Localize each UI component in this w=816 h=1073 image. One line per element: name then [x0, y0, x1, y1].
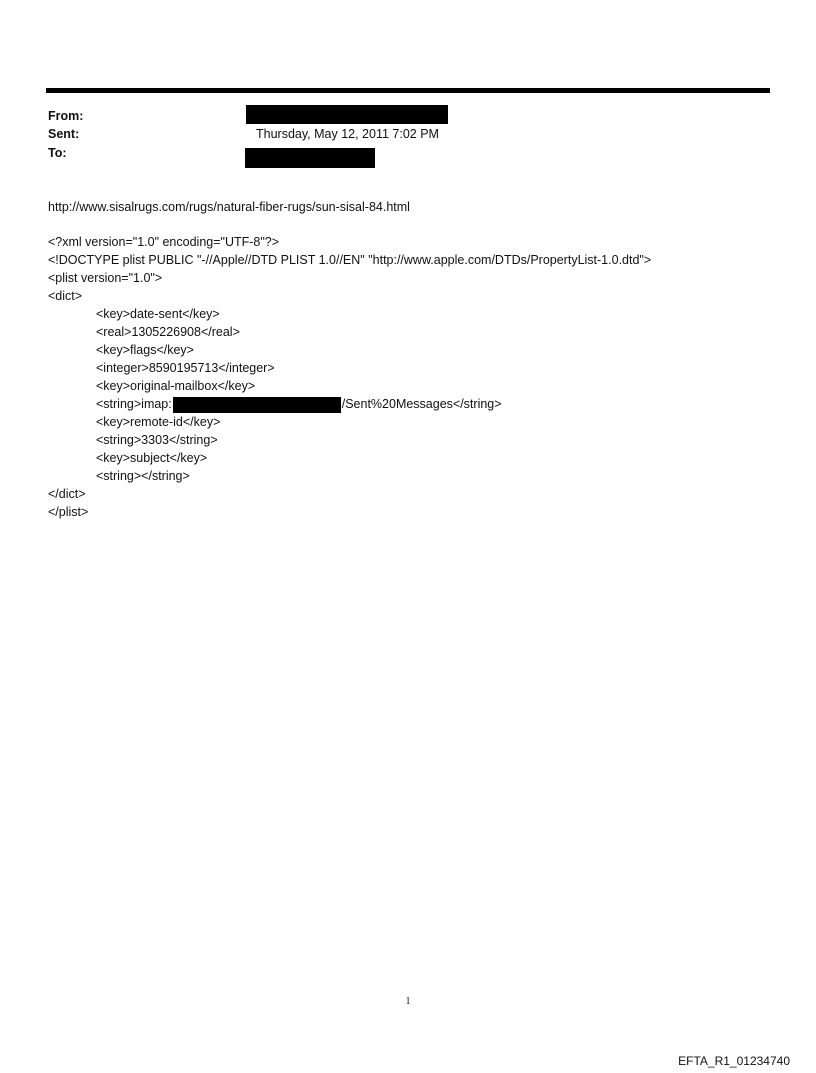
- from-label: From:: [48, 109, 84, 123]
- string-imap-suffix: /Sent%20Messages</string>: [341, 397, 502, 411]
- sent-label: Sent:: [48, 127, 80, 141]
- body-url: http://www.sisalrugs.com/rugs/natural-fiber-rugs/sun-sisal-84.html: [48, 200, 410, 214]
- dict-open: <dict>: [48, 289, 83, 303]
- plist-open: <plist version="1.0">: [48, 271, 163, 285]
- to-label: To:: [48, 146, 67, 160]
- integer-value: <integer>8590195713</integer>: [96, 361, 275, 375]
- sent-value: Thursday, May 12, 2011 7:02 PM: [256, 127, 439, 141]
- string-remote-id: <string>3303</string>: [96, 433, 218, 447]
- header-rule: [46, 88, 770, 93]
- document-id: EFTA_R1_01234740: [678, 1054, 790, 1068]
- doctype-line: <!DOCTYPE plist PUBLIC "-//Apple//DTD PLIST 1.0//EN" "http://www.apple.com/DTDs/PropertyList-1.0.dtd">: [48, 253, 652, 267]
- key-date-sent: <key>date-sent</key>: [96, 307, 220, 321]
- string-imap-prefix: <string>imap:: [96, 397, 172, 411]
- key-remote-id: <key>remote-id</key>: [96, 415, 221, 429]
- imap-redaction: [173, 397, 341, 413]
- plist-close: </plist>: [48, 505, 89, 519]
- from-redaction: [246, 105, 448, 124]
- string-subject: <string></string>: [96, 469, 190, 483]
- key-flags: <key>flags</key>: [96, 343, 194, 357]
- to-redaction: [245, 148, 375, 168]
- key-subject: <key>subject</key>: [96, 451, 208, 465]
- xml-declaration: <?xml version="1.0" encoding="UTF-8"?>: [48, 235, 280, 249]
- real-value: <real>1305226908</real>: [96, 325, 240, 339]
- page-number: 1: [405, 996, 411, 1007]
- dict-close: </dict>: [48, 487, 86, 501]
- string-imap-line: [96, 395, 502, 413]
- key-original-mailbox: <key>original-mailbox</key>: [96, 379, 256, 393]
